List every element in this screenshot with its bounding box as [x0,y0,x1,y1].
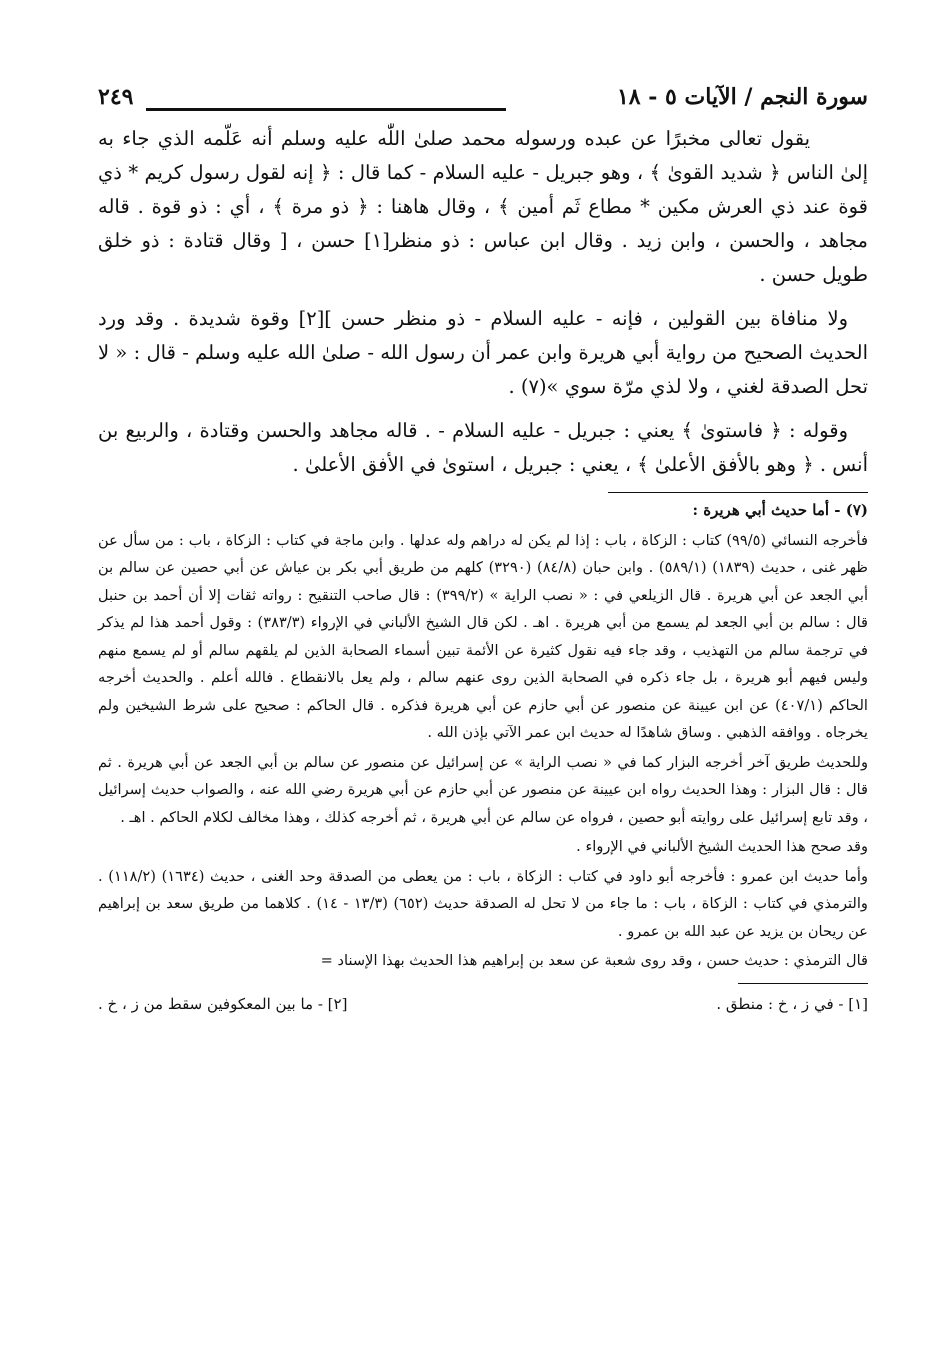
editorial-separator [738,983,868,984]
page-number: ٢٤٩ [98,84,134,110]
footnote-paragraph: وللحديث طريق آخر أخرجه البزار كما في « نصب الراية » عن إسرائيل عن منصور عن سالم بن أبي الجعد عن أبي هريرة . ثم قال : قال البزار : وهذا الحديث رواه ابن عيينة عن منصور عن أبي حازم عن أبي هريرة رضي الله عنه ، والصواب حديث إسرائيل ، وقد تابع إسرائيل على روايته أبو حصين ، فرواه عن سالم عن أبي هريرة ، ثم أخرجه كذلك ، وهذا مخالف لكلام الحاكم . اهـ . [98,753,868,826]
book-page [98,78,868,1016]
footnotes [98,497,868,975]
editorial-notes [98,992,868,1016]
editorial-note-1: [١] - في ز ، خ : منطق . [716,994,868,1013]
footnote-paragraph: وأما حديث ابن عمرو : فأخرجه أبو داود في كتاب : الزكاة ، باب : من يعطى من الصدقة وحد الغنى ، حديث (١٦٣٤) (١١٨/٢) . والترمذي في كتاب : الزكاة ، باب : ما جاء من لا تحل له الصدقة حديث (٦٥٢) (١٣/٣ - ١٤) . كلاهما من طريق سعد بن إبراهيم عن ريحان بن يزيد عن عبد الله بن عمرو . [98,867,868,940]
footnote-paragraph: فأخرجه النسائي (٩٩/٥) كتاب : الزكاة ، باب : إذا لم يكن له دراهم وله عدلها . وابن ماجة في كتاب : الزكاة ، باب : من سأل عن ظهر غنى ، حديث (١٨٣٩) (٥٨٩/١) . وابن حبان (٨٤/٨) (٣٢٩٠) كلهم من طريق أبي بكر بن عياش عن أبي حصين عن سالم بن أبي الجعد عن أبي هريرة . قال الزيلعي في : « نصب الراية » (٣٩٩/٢) : قال صاحب التنقيح : رواته ثقات إلا أن أحمد بن حنبل قال : سالم بن أبي الجعد لم يسمع من أبي هريرة . اهـ . لكن قال الشيخ الألباني في الإرواء (٣٨٣/٣) : وقول أحمد هذا لم يذكر في ترجمة سالم من التهذيب ، وقد جاء فيه نقول كثيرة عن الأئمة تبين أسماء الصحابة الذين لم يلقهم سالم أو لم يسمع منهم وليس فيهم أبو هريرة ، بل جاء ذكره في الصحابة الذين روى عنهم سالم ، ولم يعل بالانقطاع . فالله أعلم . والحديث أخرجه الحاكم (٤٠٧/١) عن ابن عيينة عن منصور عن أبي حازم عن أبي هريرة فذكره . قال الحاكم : صحيح على شرط الشيخين ولم يخرجاه . ووافقه الذهبي . وساق شاهدًا له حديث ابن عمر الآتي بإذن الله . [98,531,869,741]
page-header [98,78,868,122]
footnote-paragraph: وقد صحح هذا الحديث الشيخ الألباني في الإرواء . [576,838,868,855]
header-rule [146,108,506,111]
footnote-paragraph: قال الترمذي : حديث حسن ، وقد روى شعبة عن سعد بن إبراهيم هذا الحديث بهذا الإسناد = [320,952,868,969]
paragraph-1: يقول تعالى مخبرًا عن عبده ورسوله محمد صلىٰ اللّٰه عليه وسلم أنه عَلّمه الذي جاء به إلىٰ الناس ﴿ شديد القوىٰ ﴾ ، وهو جبريل - عليه السلام - كما قال : ﴿ إنه لقول رسول كريم * ذي قوة عند ذي العرش مكين * مطاع ثَم أمين ﴾ ، وقال هاهنا : ﴿ ذو مرة ﴾ ، أي : ذو قوة . قاله مجاهد ، والحسن ، وابن زيد . وقال ابن عباس : ذو منظر[١] حسن ، [ وقال قتادة : ذو خلق طويل حسن . [98,127,868,286]
paragraph-2: ولا منافاة بين القولين ، فإنه - عليه السلام - ذو منظر حسن ][٢] وقوة شديدة . وقد ورد الحديث الصحيح من رواية أبي هريرة وابن عمر أن رسول الله - صلىٰ الله عليه وسلم - قال : « لا تحل الصدقة لغني ، ولا لذي مرّة سوي »(٧) . [98,307,868,398]
paragraph-3: وقوله : ﴿ فاستوىٰ ﴾ يعني : جبريل - عليه السلام - . قاله مجاهد والحسن وقتادة ، والربيع بن أنس . ﴿ وهو بالأفق الأعلىٰ ﴾ ، يعني : جبريل ، استوىٰ في الأفق الأعلىٰ . [98,419,868,476]
main-text [98,122,868,482]
running-title: سورة النجم / الآيات ٥ - ١٨ [616,84,868,110]
editorial-note-2: [٢] - ما بين المعكوفين سقط من ز ، خ . [98,994,348,1013]
footnote-heading: (٧) - أما حديث أبي هريرة : [692,501,868,519]
footnote-separator [608,492,868,493]
